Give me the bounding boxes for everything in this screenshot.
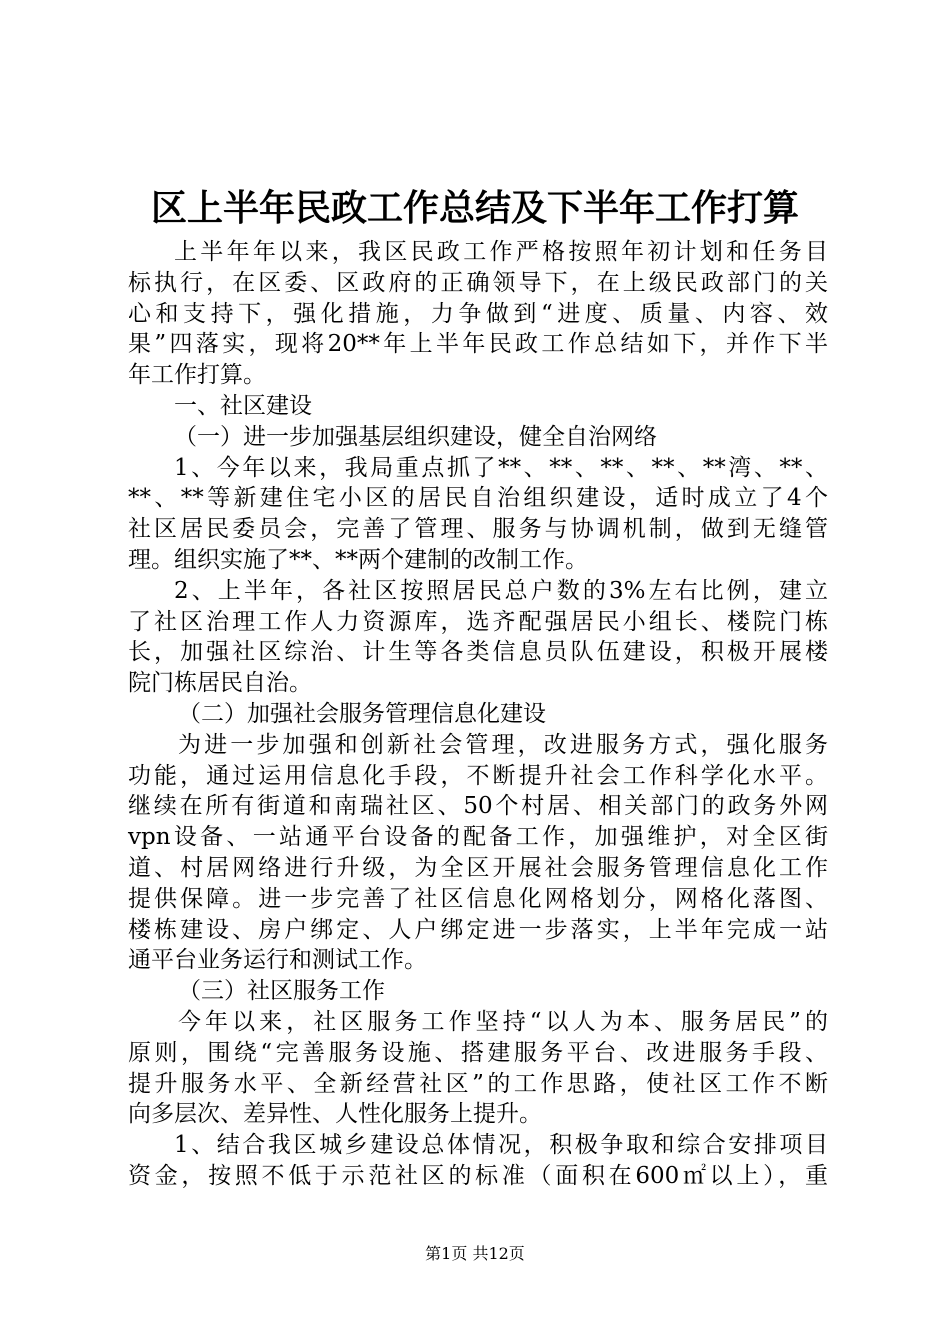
paragraph-line: 长，加强社区综治、计生等各类信息员队伍建设，积极开展楼 [128,639,828,666]
paragraph-line: 了社区治理工作人力资源库，选齐配强居民小组长、楼院门栋 [128,608,828,635]
subsection-heading: （一）进一步加强基层组织建设，健全自治网络 [174,423,657,450]
paragraph-line: 通平台业务运行和测试工作。 [128,947,427,974]
paragraph-line: 楼栋建设、房户绑定、人户绑定进一步落实，上半年完成一站 [128,916,828,943]
subsection-heading: （二）加强社会服务管理信息化建设 [178,700,546,727]
paragraph-line: 道、村居网络进行升级，为全区开展社会服务管理信息化工作 [128,854,828,881]
paragraph-line: 为进一步加强和创新社会管理，改进服务方式，强化服务 [178,731,828,758]
paragraph-line: 标执行，在区委、区政府的正确领导下，在上级民政部门的关 [128,269,828,296]
section-heading: 一、社区建设 [174,392,312,419]
paragraph-line: 院门栋居民自治。 [128,670,312,697]
document-title: 区上半年民政工作总结及下半年工作打算 [150,187,799,229]
subsection-heading: （三）社区服务工作 [178,978,385,1005]
paragraph-line: 继续在所有街道和南瑞社区、50个村居、相关部门的政务外网 [128,793,828,820]
paragraph-line: **、**等新建住宅小区的居民自治组织建设，适时成立了4个 [128,485,828,512]
paragraph-line: 2、上半年，各社区按照居民总户数的3%左右比例，建立 [174,577,828,604]
paragraph-line: 提升服务水平、全新经营社区”的工作思路，使社区工作不断 [128,1070,828,1097]
paragraph-line: 心和支持下，强化措施，力争做到“进度、质量、内容、效 [128,300,828,327]
paragraph-line: 功能，通过运用信息化手段，不断提升社会工作科学化水平。 [128,762,828,789]
paragraph-line: 年工作打算。 [128,362,266,389]
paragraph-line: 果”四落实，现将20**年上半年民政工作总结如下，并作下半 [128,331,828,358]
paragraph-line: vpn设备、一站通平台设备的配备工作，加强维护，对全区街 [128,824,828,851]
paragraph-line: 理。组织实施了**、**两个建制的改制工作。 [128,546,588,573]
paragraph-line: 1、结合我区城乡建设总体情况，积极争取和综合安排项目 [174,1132,828,1159]
paragraph-line: 上半年年以来，我区民政工作严格按照年初计划和任务目 [174,239,828,265]
paragraph-line: 向多层次、差异性、人性化服务上提升。 [128,1101,542,1128]
paragraph-line: 原则，围绕“完善服务设施、搭建服务平台、改进服务手段、 [128,1039,828,1066]
paragraph-line: 今年以来，社区服务工作坚持“以人为本、服务居民”的 [178,1008,828,1035]
paragraph-line: 提供保障。进一步完善了社区信息化网格划分，网格化落图、 [128,885,828,912]
paragraph-line: 资金，按照不低于示范社区的标准（面积在600㎡以上），重 [128,1162,828,1189]
document-body [128,237,828,1192]
paragraph-line: 社区居民委员会，完善了管理、服务与协调机制，做到无缝管 [128,516,828,543]
paragraph-line: 1、今年以来，我局重点抓了**、**、**、**、**湾、**、 [174,454,828,481]
page-footer: 第1页 共12页 [425,1244,525,1263]
